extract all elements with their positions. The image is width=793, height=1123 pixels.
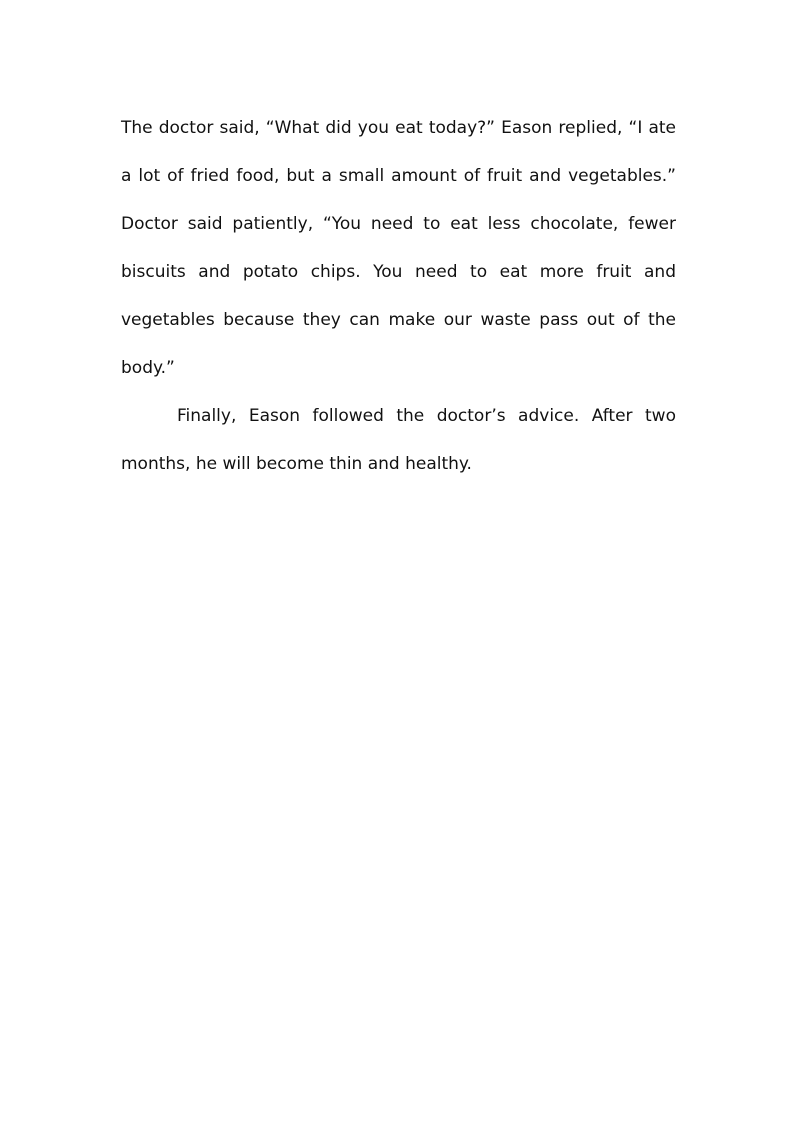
document-body [121,104,676,488]
paragraph-conclusion: Finally, Eason followed the doctor’s advice. After two months, he will become thin and healthy. [121,406,676,474]
paragraph-doctor-dialogue: The doctor said, “What did you eat today?” Eason replied, “I ate a lot of fried food, but a small amount of fruit and vegetables.” Doctor said patiently, “You need to eat less chocolate, fewer biscuits and potato chips. You need to eat more fruit and vegetables because they can make our waste pass out of the body.” [121,118,676,378]
